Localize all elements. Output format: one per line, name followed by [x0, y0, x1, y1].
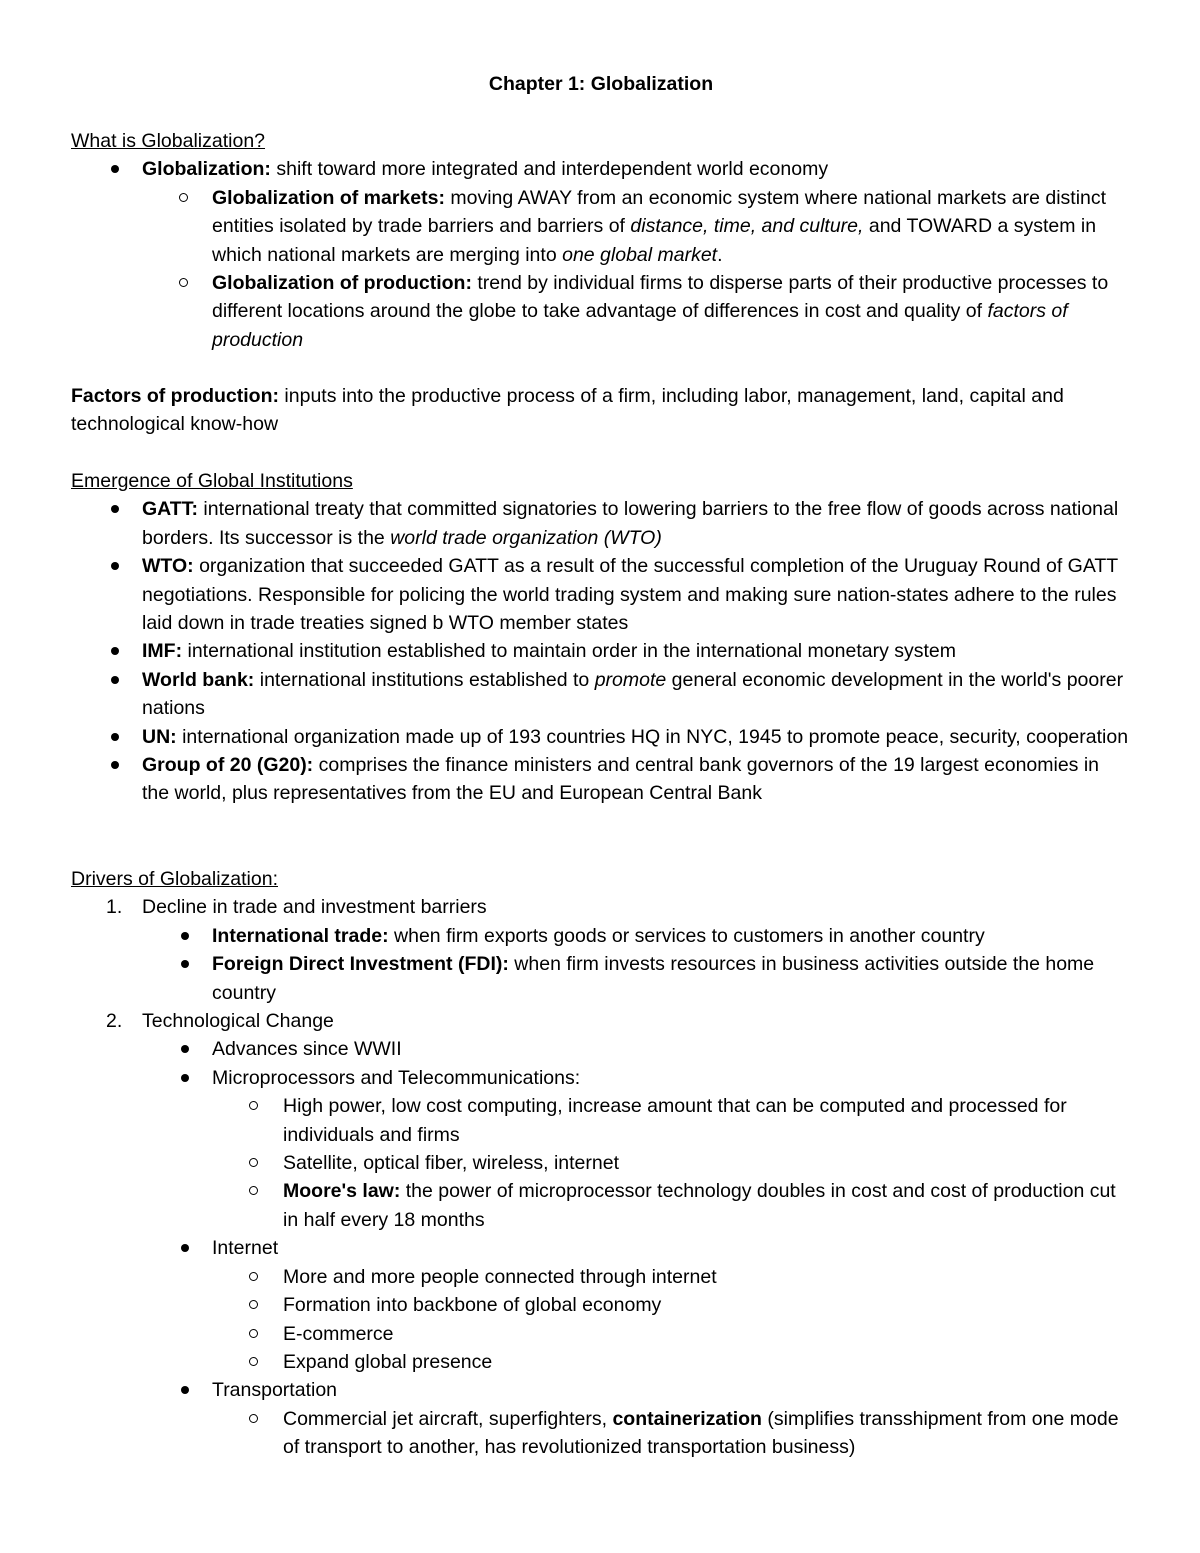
circle-bullet-icon [179, 193, 188, 202]
section-global-institutions [71, 467, 1131, 808]
emphasis: factors of production [212, 300, 1068, 351]
list-item [71, 1007, 1131, 1035]
list-item [71, 751, 1131, 808]
item-text: Internet [212, 1237, 279, 1260]
circle-bullet-icon [249, 1186, 258, 1195]
list-item [71, 1064, 1131, 1092]
list-item [71, 1263, 1131, 1291]
bullet-icon [181, 932, 189, 940]
definition: comprises the finance ministers and central bank governors of the 19 largest economies in the world, plus representatives from the EU and European Central Bank [142, 754, 1100, 805]
list-item [71, 1177, 1131, 1234]
bullet-icon [181, 1244, 189, 1252]
factors-of-production-paragraph [71, 382, 1131, 439]
bullet-icon [111, 505, 119, 513]
list-item [71, 184, 1131, 269]
item-text: Formation into backbone of global economy [283, 1294, 662, 1317]
circle-bullet-icon [249, 1357, 258, 1366]
emphasis: world trade organization (WTO) [390, 526, 662, 549]
list-item [71, 1320, 1131, 1348]
circle-bullet-icon [179, 278, 188, 287]
bullet-icon [181, 1074, 189, 1082]
section-heading: What is Globalization? [71, 130, 266, 152]
list-item [71, 269, 1131, 354]
circle-bullet-icon [249, 1329, 258, 1338]
item-text: Transportation [212, 1379, 338, 1402]
bullet-icon [181, 960, 189, 968]
list-item [71, 155, 1131, 183]
definition: trend by individual firms to disperse parts of their productive processes to different locations around the globe to take advantage of differences in cost and quality of [212, 272, 1109, 323]
list-item [71, 637, 1131, 665]
term: IMF: [142, 640, 183, 663]
definition: moving AWAY from an economic system where national markets are distinct entities isolated by trade barriers and barriers of [212, 186, 1107, 238]
item-text: Expand global presence [283, 1350, 493, 1373]
list-item [71, 1092, 1131, 1149]
term: GATT: [142, 498, 198, 521]
circle-bullet-icon [249, 1272, 258, 1281]
definition: when firm exports goods or services to customers in another country [394, 924, 985, 947]
term: International trade: [212, 924, 389, 947]
item-text: Satellite, optical fiber, wireless, internet [283, 1152, 619, 1175]
list-item [71, 495, 1131, 552]
bullet-icon [181, 1045, 189, 1053]
definition: Commercial jet aircraft, superfighters, [283, 1407, 608, 1430]
circle-bullet-icon [249, 1414, 258, 1423]
definition: international organization made up of 193 countries HQ in NYC, 1945 to promote peace, security, cooperation [182, 725, 1129, 748]
emphasis: distance, time, and culture, [630, 215, 864, 238]
bullet-icon [181, 1386, 189, 1394]
list-item [71, 666, 1131, 723]
list-item [71, 1291, 1131, 1319]
definition: shift toward more integrated and interdependent world economy [276, 158, 829, 181]
bullet-icon [111, 562, 119, 570]
bullet-list [71, 155, 1131, 354]
item-text: More and more people connected through internet [283, 1265, 717, 1288]
definition: organization that succeeded GATT as a result of the successful completion of the Uruguay Round of GATT negotiations. Responsible for policing the world trading system and making sure nation-states adhere to the rules laid down in trade treaties signed b WTO member states [142, 555, 1118, 635]
list-item [71, 1348, 1131, 1376]
list-item [71, 893, 1131, 921]
list-item [71, 723, 1131, 751]
definition: (simplifies transshipment from one mode of transport to another, has revolutionized transportation business) [283, 1407, 1119, 1459]
definition: and TOWARD a system in which national markets are merging into [212, 215, 1097, 266]
definition: inputs into the productive process of a firm, including labor, management, land, capital and technological know-how [71, 385, 1064, 436]
bullet-icon [111, 647, 119, 655]
term: UN: [142, 725, 177, 748]
section-what-is-globalization [71, 127, 1131, 354]
circle-bullet-icon [249, 1101, 258, 1110]
item-text: High power, low cost computing, increase amount that can be computed and processed for individuals and firms [283, 1095, 1067, 1146]
list-item [71, 1376, 1131, 1404]
term: Factors of production: [71, 385, 279, 407]
list-item [71, 1149, 1131, 1177]
item-text: Microprocessors and Telecommunications: [212, 1066, 581, 1089]
bullet-list [71, 495, 1131, 807]
numbered-list [71, 893, 1131, 1461]
circle-bullet-icon [249, 1158, 258, 1167]
definition: general economic development in the world's poorer nations [142, 668, 1124, 720]
definition: international institution established to maintain order in the international monetary system [187, 640, 957, 663]
term: Foreign Direct Investment (FDI): [212, 953, 509, 976]
bullet-icon [111, 733, 119, 741]
list-item [71, 552, 1131, 637]
term: Globalization: [142, 158, 271, 181]
page-title: Chapter 1: Globalization [488, 73, 714, 95]
circle-bullet-icon [249, 1300, 258, 1309]
list-item [71, 1234, 1131, 1262]
term: containerization [612, 1407, 762, 1430]
list-item [71, 1035, 1131, 1063]
term: Moore's law: [283, 1180, 401, 1203]
term: Globalization of markets: [212, 186, 445, 209]
section-drivers-of-globalization [71, 865, 1131, 1462]
list-item [71, 922, 1131, 950]
item-text: Decline in trade and investment barriers [142, 896, 487, 919]
list-number: 1. [106, 896, 123, 919]
list-number: 2. [106, 1010, 123, 1033]
definition: international institutions established to [259, 668, 590, 691]
definition: international treaty that committed signatories to lowering barriers to the free flow of goods across national borders. Its successor is the [142, 498, 1119, 549]
term: WTO: [142, 555, 194, 578]
definition: the power of microprocessor technology doubles in cost and cost of production cut in half every 18 months [283, 1180, 1116, 1231]
item-text: Advances since WWII [212, 1038, 402, 1061]
term: World bank: [142, 668, 255, 691]
emphasis: promote [594, 668, 667, 691]
emphasis: one global market [562, 243, 718, 266]
item-text: E-commerce [283, 1322, 394, 1345]
list-item [71, 1405, 1131, 1462]
item-text: Technological Change [142, 1010, 334, 1033]
definition: when firm invests resources in business activities outside the home country [212, 953, 1095, 1004]
bullet-icon [111, 676, 119, 684]
punctuation: . [717, 243, 723, 266]
section-heading: Drivers of Globalization: [71, 868, 278, 890]
section-heading: Emergence of Global Institutions [71, 470, 353, 492]
bullet-icon [111, 165, 119, 173]
bullet-icon [111, 761, 119, 769]
term: Globalization of production: [212, 272, 472, 295]
list-item [71, 950, 1131, 1007]
term: Group of 20 (G20): [142, 754, 314, 777]
